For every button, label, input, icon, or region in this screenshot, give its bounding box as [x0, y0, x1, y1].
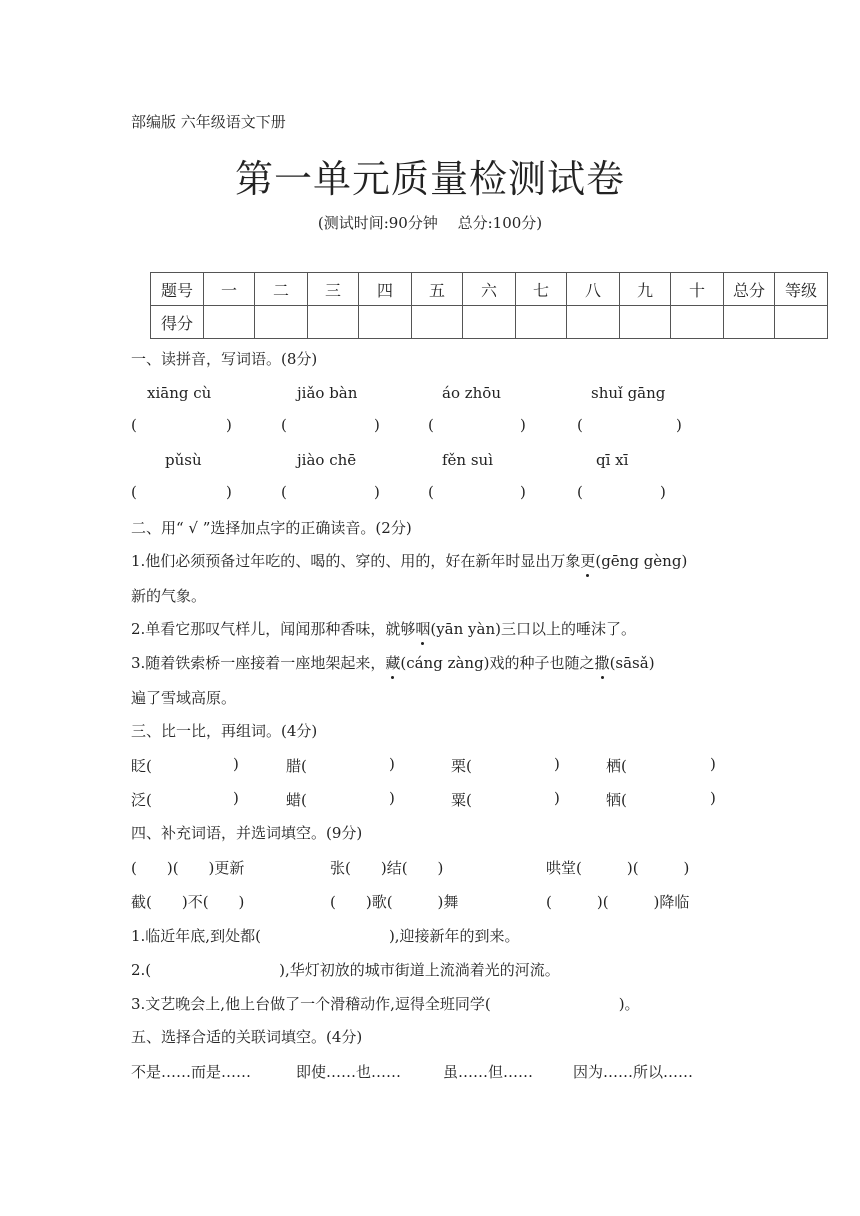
close-paren: ) [374, 483, 380, 501]
question-text: ),华灯初放的城市街道上流淌着光的河流。 [279, 961, 560, 979]
close-paren: ) [554, 789, 560, 807]
score-cell[interactable] [775, 306, 828, 339]
conjunction-option: 不是……而是…… [131, 1063, 252, 1081]
open-paren: ( [428, 416, 434, 434]
close-paren: ) [233, 789, 239, 807]
section4-heading: 四、补充词语，并选词填空。(9分) [131, 824, 363, 842]
close-paren: ) [710, 789, 716, 807]
score-cell[interactable] [359, 306, 412, 339]
section2-heading: 二、用“ √ ”选择加点字的正确读音。(2分) [131, 519, 412, 537]
open-paren: ( [131, 483, 137, 501]
table-cell: 题号 [151, 273, 204, 306]
question-line [131, 550, 687, 571]
section3-heading: 三、比一比，再组词。(4分) [131, 722, 318, 740]
pinyin: jiǎo bàn [297, 384, 358, 402]
close-paren: ) [710, 755, 716, 773]
question-text: (cáng zàng)戏的种子也随之 [400, 654, 595, 672]
pinyin: jiào chē [297, 451, 357, 469]
idiom-blank: 截( )不( ) [131, 893, 245, 911]
conjunction-option: 即使……也…… [296, 1063, 402, 1081]
score-cell[interactable] [724, 306, 775, 339]
idiom-blank: 哄堂( )( ) [546, 859, 690, 877]
page-title: 第一单元质量检测试卷 [234, 157, 625, 201]
table-cell: 得分 [151, 306, 204, 339]
table-cell: 四 [359, 273, 412, 306]
dotted-char: 更 [580, 552, 596, 570]
pinyin: shuǐ gāng [591, 384, 666, 402]
char-blank: 蜡( [286, 791, 307, 809]
question-text: 2.单看它那叹气样儿，闻闻那种香味，就够 [131, 620, 416, 638]
table-cell: 总分 [724, 273, 775, 306]
pinyin: qī xī [596, 451, 629, 469]
score-table [150, 272, 828, 339]
pinyin: xiāng cù [147, 384, 212, 402]
score-cell[interactable] [463, 306, 516, 339]
table-cell: 五 [412, 273, 463, 306]
char-blank: 粟( [451, 791, 472, 809]
pinyin: fěn suì [442, 451, 494, 469]
open-paren: ( [577, 416, 583, 434]
fill-question [131, 959, 560, 980]
close-paren: ) [389, 755, 395, 773]
score-cell[interactable] [516, 306, 567, 339]
pinyin-options: (gēng gèng) [595, 552, 688, 570]
question-line: 新的气象。 [131, 587, 207, 605]
table-cell: 等级 [775, 273, 828, 306]
test-info: (测试时间:90分钟 总分:100分) [317, 214, 543, 232]
char-blank: 腊( [286, 757, 307, 775]
close-paren: ) [660, 483, 666, 501]
question-text: 3.文艺晚会上,他上台做了一个滑稽动作,逗得全班同学( [131, 995, 491, 1013]
score-table-score-row [151, 306, 828, 339]
dotted-char: 咽 [415, 620, 431, 638]
open-paren: ( [428, 483, 434, 501]
close-paren: ) [226, 416, 232, 434]
score-cell[interactable] [308, 306, 359, 339]
question-text: 1.临近年底,到处都( [131, 927, 261, 945]
score-cell[interactable] [620, 306, 671, 339]
pinyin: áo zhōu [442, 384, 501, 402]
question-text: ),迎接新年的到来。 [388, 927, 520, 945]
idiom-blank: 张( )结( ) [330, 859, 444, 877]
close-paren: ) [520, 483, 526, 501]
idiom-blank: ( )歌( )舞 [330, 893, 459, 911]
question-text: )。 [618, 995, 640, 1013]
section1-heading: 一、读拼音，写词语。(8分) [131, 350, 318, 368]
char-blank: 眨( [131, 757, 152, 775]
idiom-blank: ( )( )更新 [131, 859, 245, 877]
question-text: 2.( [131, 961, 152, 979]
close-paren: ) [389, 789, 395, 807]
char-blank: 泛( [131, 791, 152, 809]
section5-heading: 五、选择合适的关联词填空。(4分) [131, 1028, 363, 1046]
open-paren: ( [281, 416, 287, 434]
question-text: (yān yàn)三口以上的唾沫了。 [430, 620, 636, 638]
fill-question [131, 993, 640, 1014]
open-paren: ( [281, 483, 287, 501]
close-paren: ) [374, 416, 380, 434]
score-cell[interactable] [204, 306, 255, 339]
dotted-char: 藏 [385, 654, 401, 672]
question-line [131, 618, 636, 639]
char-blank: 牺( [606, 791, 627, 809]
fill-question [131, 925, 520, 946]
idiom-blank: ( )( )降临 [546, 893, 690, 911]
close-paren: ) [676, 416, 682, 434]
table-cell: 九 [620, 273, 671, 306]
char-blank: 栗( [451, 757, 472, 775]
conjunction-option: 虽……但…… [443, 1063, 534, 1081]
edition-label: 部编版 六年级语文下册 [131, 113, 286, 131]
open-paren: ( [131, 416, 137, 434]
open-paren: ( [577, 483, 583, 501]
pinyin-options: (sāsǎ) [609, 654, 655, 672]
conjunction-option: 因为……所以…… [573, 1063, 694, 1081]
dotted-char: 撒 [594, 654, 610, 672]
question-line [131, 652, 655, 673]
score-cell[interactable] [567, 306, 620, 339]
table-cell: 三 [308, 273, 359, 306]
close-paren: ) [226, 483, 232, 501]
question-line: 遍了雪域高原。 [131, 689, 237, 707]
table-cell: 八 [567, 273, 620, 306]
score-cell[interactable] [671, 306, 724, 339]
close-paren: ) [233, 755, 239, 773]
score-cell[interactable] [412, 306, 463, 339]
score-cell[interactable] [255, 306, 308, 339]
question-text: 1.他们必须预备过年吃的、喝的、穿的、用的，好在新年时显出万象 [131, 552, 581, 570]
table-cell: 十 [671, 273, 724, 306]
close-paren: ) [520, 416, 526, 434]
question-text: 3.随着铁索桥一座接着一座地架起来， [131, 654, 386, 672]
table-cell: 二 [255, 273, 308, 306]
table-cell: 六 [463, 273, 516, 306]
char-blank: 栖( [606, 757, 627, 775]
close-paren: ) [554, 755, 560, 773]
table-cell: 七 [516, 273, 567, 306]
table-cell: 一 [204, 273, 255, 306]
score-table-header-row [151, 273, 828, 306]
pinyin: pǔsù [165, 451, 202, 469]
